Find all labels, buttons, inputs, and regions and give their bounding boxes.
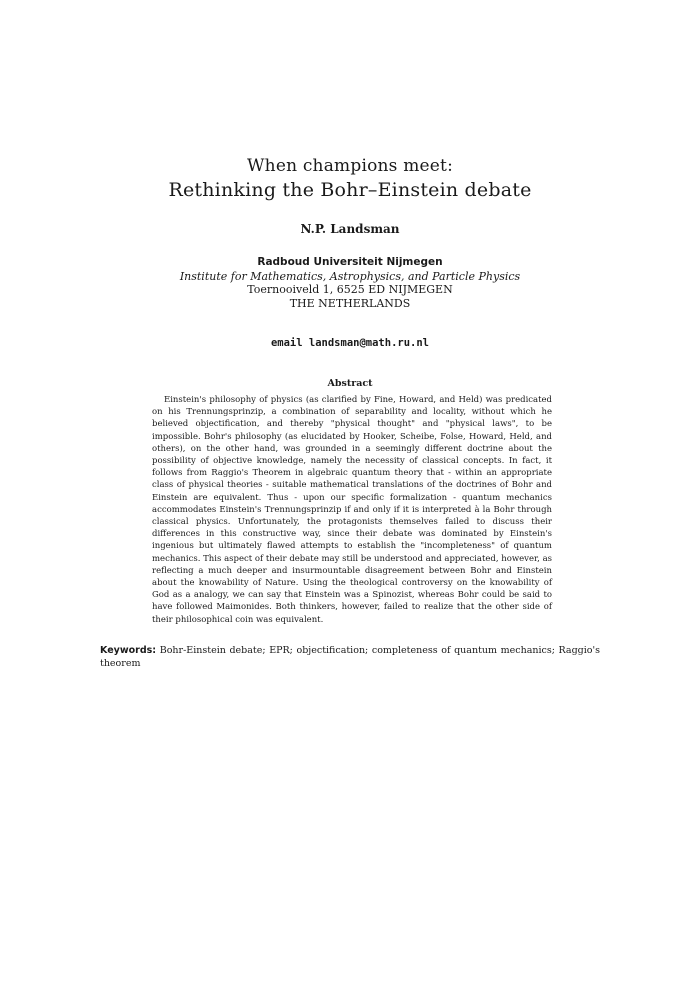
author-email: email landsman@math.ru.nl [270, 337, 430, 349]
address-line-2: THE NETHERLANDS [289, 296, 411, 310]
title-line-2: Rethinking the Bohr–Einstein debate [168, 179, 532, 201]
paper-title [0, 155, 700, 203]
address-line-1: Toernooiveld 1, 6525 ED NIJMEGEN [247, 283, 453, 296]
affiliation [0, 256, 700, 310]
abstract-text: Einstein's philosophy of physics (as clarified by Fine, Howard, and Held) was predicated on his Trennungsprinzip, a combination of separability and locality, without which he believed objectification, and thereby "physical thought" and "physical laws", to be impossible. Bohr's philosophy (as elucidated by Hooker, Scheibe, Folse, Howard, Held, and others), on the other hand, was grounded in a seemingly different doctrine about the possibility of objective knowledge, namely the necessity of classical concepts. In fact, it follows from Raggio's Theorem in algebraic quantum theory that - within an appropriate class of physical theories - suitable mathematical translations of the doctrines of Bohr and Einstein are equivalent. Thus - upon our specific formalization - quantum mechanics accommodates Einstein's Trennungsprinzip if and only if it is interpreted à la Bohr through classical physics. Unfortunately, the protagonists themselves failed to discuss their differences in this constructive way, since their debate was dominated by Einstein's ingenious but ultimately flawed attempts to establish the "incompleteness" of quantum mechanics. This aspect of their debate may still be understood and appreciated, however, as reflecting a much deeper and insurmountable disagreement between Bohr and Einstein about the knowability of Nature. Using the theological controversy on the knowability of God as a analogy, we can say that Einstein was a Spinozist, whereas Bohr could be said to have followed Maimonides. Both thinkers, however, failed to realize that the other side of their philosophical coin was equivalent. [152, 395, 552, 625]
author-name: N.P. Landsman [300, 222, 400, 236]
keywords-text: Bohr-Einstein debate; EPR; objectification; completeness of quantum mechanics; Raggio's theorem [100, 645, 600, 669]
keywords [100, 645, 600, 670]
title-line-1: When champions meet: [247, 156, 453, 176]
institution-name: Radboud Universiteit Nijmegen [257, 256, 443, 268]
institute-name: Institute for Mathematics, Astrophysics, and Particle Physics [179, 269, 521, 283]
abstract-heading: Abstract [327, 378, 373, 389]
keywords-label: Keywords: [100, 645, 157, 656]
